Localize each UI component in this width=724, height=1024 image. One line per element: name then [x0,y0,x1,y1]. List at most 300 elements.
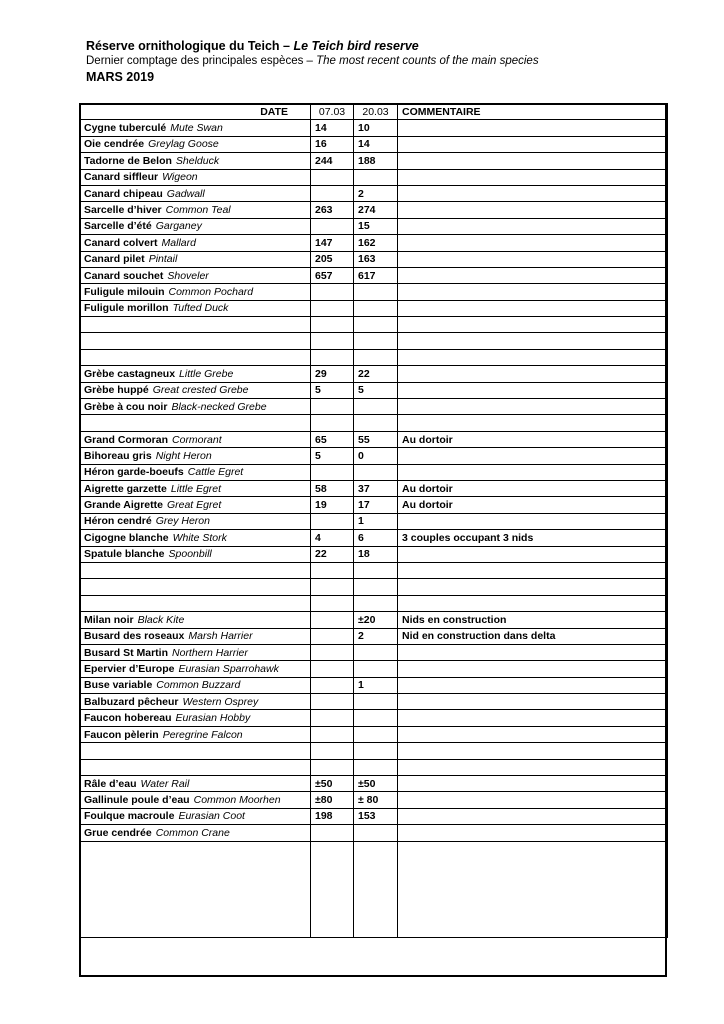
table-row [80,399,668,415]
count-date-1: 16 [311,136,354,152]
table-row [80,300,668,316]
species-name-french: Râle d’eau [84,777,137,790]
species-cell [80,562,311,578]
title-separator: – [279,39,294,53]
comment-cell [398,710,668,726]
comment-cell [398,169,668,185]
table-row [80,169,668,185]
count-date-2 [354,399,398,415]
species-cell [80,546,311,562]
species-name-english: Mallard [161,236,196,249]
count-date-2: 0 [354,448,398,464]
species-name-english: Common Moorhen [193,794,281,807]
count-date-1 [311,284,354,300]
table-row [80,349,668,365]
species-cell [80,251,311,267]
species-cell [80,825,311,841]
species-name-english: Little Egret [170,482,222,495]
comment-cell [398,202,668,218]
comment-cell: Nid en construction dans delta [398,628,668,644]
comment-cell: Nids en construction [398,612,668,628]
count-date-2: 2 [354,628,398,644]
count-date-1: 65 [311,431,354,447]
table-row [80,825,668,841]
comment-cell [398,333,668,349]
species-cell [80,661,311,677]
count-date-1 [311,759,354,775]
subtitle-english: The most recent counts of the main species [316,55,539,67]
table-row [80,284,668,300]
count-date-1: 5 [311,448,354,464]
species-name-french: Grande Aigrette [84,499,163,512]
species-name-french: Faucon pèlerin [84,728,159,741]
table-row [80,366,668,382]
count-date-2: 188 [354,153,398,169]
comment-cell [398,759,668,775]
count-date-2: 37 [354,480,398,496]
empty-cell [311,841,354,937]
count-date-1 [311,169,354,185]
species-name-english: Tufted Duck [172,302,229,315]
table-empty-area [80,841,668,937]
species-name-english: White Stork [172,531,227,544]
table-row [80,694,668,710]
species-name-english: Great Egret [166,499,222,512]
species-name-french: Foulque macroule [84,810,175,823]
count-date-1 [311,415,354,431]
species-name-french: Buse variable [84,679,153,692]
comment-cell [398,694,668,710]
count-date-2 [354,579,398,595]
count-date-1 [311,399,354,415]
count-date-2 [354,464,398,480]
species-cell [80,513,311,529]
species-name-english: Cormorant [172,433,222,446]
count-date-2: 6 [354,530,398,546]
report-month: MARS 2019 [86,70,155,84]
count-date-2 [354,743,398,759]
count-date-2 [354,317,398,333]
count-date-1 [311,825,354,841]
species-name-french: Busard des roseaux [84,630,185,643]
table-row [80,579,668,595]
count-date-2 [354,300,398,316]
comment-cell [398,218,668,234]
species-cell [80,136,311,152]
column-header-comment: COMMENTAIRE [398,104,668,120]
species-name-french: Fuligule morillon [84,302,169,315]
title-english: Le Teich bird reserve [293,39,419,53]
species-name-french: Canard pilet [84,253,145,266]
document-title [86,38,686,54]
count-date-2 [354,562,398,578]
species-name-english: Little Grebe [179,367,234,380]
species-name-english: Greylag Goose [148,138,219,151]
column-header-date: DATE [80,104,311,120]
species-name-english: Western Osprey [182,695,259,708]
table-row [80,759,668,775]
comment-cell [398,136,668,152]
comment-cell [398,382,668,398]
table-row [80,513,668,529]
table-row [80,612,668,628]
species-name-english: Peregrine Falcon [162,728,243,741]
comment-cell [398,235,668,251]
count-date-2 [354,726,398,742]
species-cell [80,431,311,447]
table-row [80,120,668,136]
species-name-french: Spatule blanche [84,548,165,561]
species-name-english: Shoveler [167,269,209,282]
comment-cell: 3 couples occupant 3 nids [398,530,668,546]
count-date-2 [354,595,398,611]
table-row [80,546,668,562]
table-row [80,251,668,267]
count-date-2 [354,825,398,841]
comment-cell [398,120,668,136]
species-cell [80,595,311,611]
species-name-french: Oie cendrée [84,138,145,151]
comment-cell [398,579,668,595]
species-cell [80,710,311,726]
species-name-french: Cigogne blanche [84,531,169,544]
comment-cell [398,546,668,562]
table-row [80,677,668,693]
comment-cell [398,644,668,660]
species-name-french: Balbuzard pêcheur [84,695,179,708]
count-date-2: 1 [354,677,398,693]
count-date-2 [354,710,398,726]
count-date-1 [311,349,354,365]
count-date-2: ±20 [354,612,398,628]
comment-cell [398,251,668,267]
count-date-2: 2 [354,185,398,201]
count-date-1 [311,562,354,578]
species-name-french: Canard colvert [84,236,158,249]
species-name-english: Eurasian Coot [178,810,245,823]
count-date-1: 244 [311,153,354,169]
count-date-1 [311,300,354,316]
species-name-french: Canard siffleur [84,171,159,184]
species-name-english: Common Teal [165,204,231,217]
species-cell [80,808,311,824]
count-date-2: ± 80 [354,792,398,808]
count-date-2: 163 [354,251,398,267]
table-row [80,136,668,152]
count-date-2 [354,333,398,349]
count-date-2: 162 [354,235,398,251]
table-row [80,661,668,677]
species-name-english: Marsh Harrier [188,630,253,643]
comment-cell [398,300,668,316]
count-date-2: 55 [354,431,398,447]
species-name-french: Grèbe castagneux [84,367,176,380]
species-cell [80,759,311,775]
count-date-1 [311,710,354,726]
count-date-1 [311,612,354,628]
comment-cell [398,776,668,792]
count-date-2: 153 [354,808,398,824]
count-date-2 [354,284,398,300]
comment-cell [398,825,668,841]
table-row [80,530,668,546]
species-cell [80,480,311,496]
count-date-2: 1 [354,513,398,529]
table-row [80,448,668,464]
table-row [80,153,668,169]
table-header-row [80,104,668,120]
species-name-french: Bihoreau gris [84,449,152,462]
species-cell [80,267,311,283]
species-cell [80,399,311,415]
count-date-1: 147 [311,235,354,251]
species-name-english: Eurasian Hobby [175,712,251,725]
comment-cell [398,677,668,693]
count-date-2: 18 [354,546,398,562]
table-row [80,267,668,283]
empty-cell [354,841,398,937]
count-date-1 [311,677,354,693]
subtitle-separator: – [303,55,317,67]
table-row [80,792,668,808]
species-cell [80,415,311,431]
comment-cell [398,267,668,283]
count-date-2 [354,349,398,365]
bird-count-table [79,103,668,938]
species-cell [80,366,311,382]
species-name-french: Faucon hobereau [84,712,172,725]
table-row [80,628,668,644]
species-name-english: Pintail [148,253,178,266]
comment-cell [398,448,668,464]
comment-cell [398,349,668,365]
comment-cell [398,513,668,529]
comment-cell: Au dortoir [398,431,668,447]
species-cell [80,530,311,546]
table-row [80,710,668,726]
species-name-french: Canard chipeau [84,187,163,200]
species-name-french: Sarcelle d’été [84,220,152,233]
species-name-english: Grey Heron [155,515,210,528]
species-cell [80,726,311,742]
species-name-english: Shelduck [175,154,220,167]
species-cell [80,218,311,234]
count-date-2: 22 [354,366,398,382]
count-date-2: 10 [354,120,398,136]
comment-cell [398,562,668,578]
table-row [80,202,668,218]
species-name-english: Eurasian Sparrohawk [178,662,279,675]
count-date-1 [311,317,354,333]
table-row [80,415,668,431]
count-date-1 [311,644,354,660]
species-name-english: Mute Swan [170,122,223,135]
table-row [80,317,668,333]
count-date-1 [311,726,354,742]
table-row [80,464,668,480]
table-row [80,235,668,251]
comment-cell [398,284,668,300]
species-cell [80,235,311,251]
count-date-2: 274 [354,202,398,218]
count-date-1: 657 [311,267,354,283]
comment-cell [398,366,668,382]
count-date-2: 14 [354,136,398,152]
species-cell [80,300,311,316]
table-row [80,480,668,496]
count-date-2 [354,415,398,431]
species-name-french: Aigrette garzette [84,482,167,495]
count-date-2: 15 [354,218,398,234]
species-cell [80,677,311,693]
species-cell [80,694,311,710]
count-date-1: 14 [311,120,354,136]
table-row [80,562,668,578]
empty-cell [398,841,668,937]
species-name-english: Black Kite [137,613,185,626]
count-date-1 [311,743,354,759]
species-cell [80,284,311,300]
species-cell [80,792,311,808]
comment-cell [398,185,668,201]
count-date-1: 29 [311,366,354,382]
count-date-2 [354,644,398,660]
count-date-1 [311,218,354,234]
count-date-1: 4 [311,530,354,546]
species-name-english: Great crested Grebe [152,384,249,397]
count-date-2: 617 [354,267,398,283]
species-cell [80,333,311,349]
count-date-1 [311,464,354,480]
species-cell [80,743,311,759]
title-french: Réserve ornithologique du Teich [86,39,280,53]
count-date-1 [311,694,354,710]
species-cell [80,202,311,218]
table-row [80,776,668,792]
species-name-french: Grèbe huppé [84,384,149,397]
count-date-2: 5 [354,382,398,398]
species-name-english: Spoonbill [168,548,212,561]
count-date-1 [311,595,354,611]
species-cell [80,169,311,185]
table-row [80,333,668,349]
count-date-2 [354,169,398,185]
species-name-english: Gadwall [166,187,205,200]
count-date-1 [311,185,354,201]
species-cell [80,153,311,169]
species-name-french: Canard souchet [84,269,164,282]
table-row [80,185,668,201]
species-name-french: Epervier d’Europe [84,662,175,675]
count-date-1: 198 [311,808,354,824]
species-cell [80,185,311,201]
species-name-english: Northern Harrier [172,646,248,659]
comment-cell [398,464,668,480]
species-cell [80,579,311,595]
species-cell [80,120,311,136]
comment-cell: Au dortoir [398,497,668,513]
species-name-english: Common Crane [155,826,230,839]
species-name-french: Gallinule poule d’eau [84,794,190,807]
comment-cell [398,792,668,808]
table-row [80,644,668,660]
count-date-1: 58 [311,480,354,496]
species-cell [80,448,311,464]
species-name-french: Sarcelle d’hiver [84,204,162,217]
empty-cell [80,841,311,937]
count-date-2: 17 [354,497,398,513]
comment-cell [398,726,668,742]
table-body [80,120,668,937]
comment-cell [398,317,668,333]
species-name-english: Water Rail [140,777,190,790]
count-date-2: ±50 [354,776,398,792]
species-name-french: Grèbe à cou noir [84,400,168,413]
species-name-french: Tadorne de Belon [84,154,172,167]
comment-cell [398,415,668,431]
count-date-1: 205 [311,251,354,267]
table-row [80,595,668,611]
table-row [80,726,668,742]
species-name-english: Garganey [155,220,202,233]
species-cell [80,464,311,480]
species-cell [80,382,311,398]
count-date-2 [354,661,398,677]
table-row [80,218,668,234]
species-name-english: Black-necked Grebe [171,400,267,413]
species-cell [80,628,311,644]
table-row [80,808,668,824]
species-name-english: Common Pochard [168,285,254,298]
comment-cell [398,153,668,169]
species-name-french: Grand Cormoran [84,433,169,446]
document-header [86,38,686,85]
count-date-1: ±80 [311,792,354,808]
species-name-french: Cygne tuberculé [84,122,167,135]
count-date-2 [354,759,398,775]
species-name-french: Busard St Martin [84,646,169,659]
count-date-1 [311,333,354,349]
species-cell [80,349,311,365]
comment-cell [398,743,668,759]
table-row [80,431,668,447]
species-cell [80,612,311,628]
count-date-1: 263 [311,202,354,218]
count-date-1: 5 [311,382,354,398]
subtitle-french: Dernier comptage des principales espèces [86,55,304,67]
species-cell [80,317,311,333]
species-cell [80,644,311,660]
species-name-french: Grue cendrée [84,826,152,839]
count-date-1 [311,628,354,644]
species-name-english: Cattle Egret [187,466,244,479]
count-date-1: ±50 [311,776,354,792]
count-date-1: 22 [311,546,354,562]
column-header-date-1: 07.03 [311,104,354,120]
comment-cell [398,808,668,824]
species-name-french: Milan noir [84,613,134,626]
comment-cell [398,399,668,415]
comment-cell [398,595,668,611]
count-date-1 [311,661,354,677]
comment-cell [398,661,668,677]
table-row [80,743,668,759]
species-name-french: Fuligule milouin [84,285,165,298]
species-cell [80,497,311,513]
species-name-french: Héron cendré [84,515,152,528]
species-name-english: Common Buzzard [156,679,241,692]
species-name-english: Night Heron [155,449,212,462]
